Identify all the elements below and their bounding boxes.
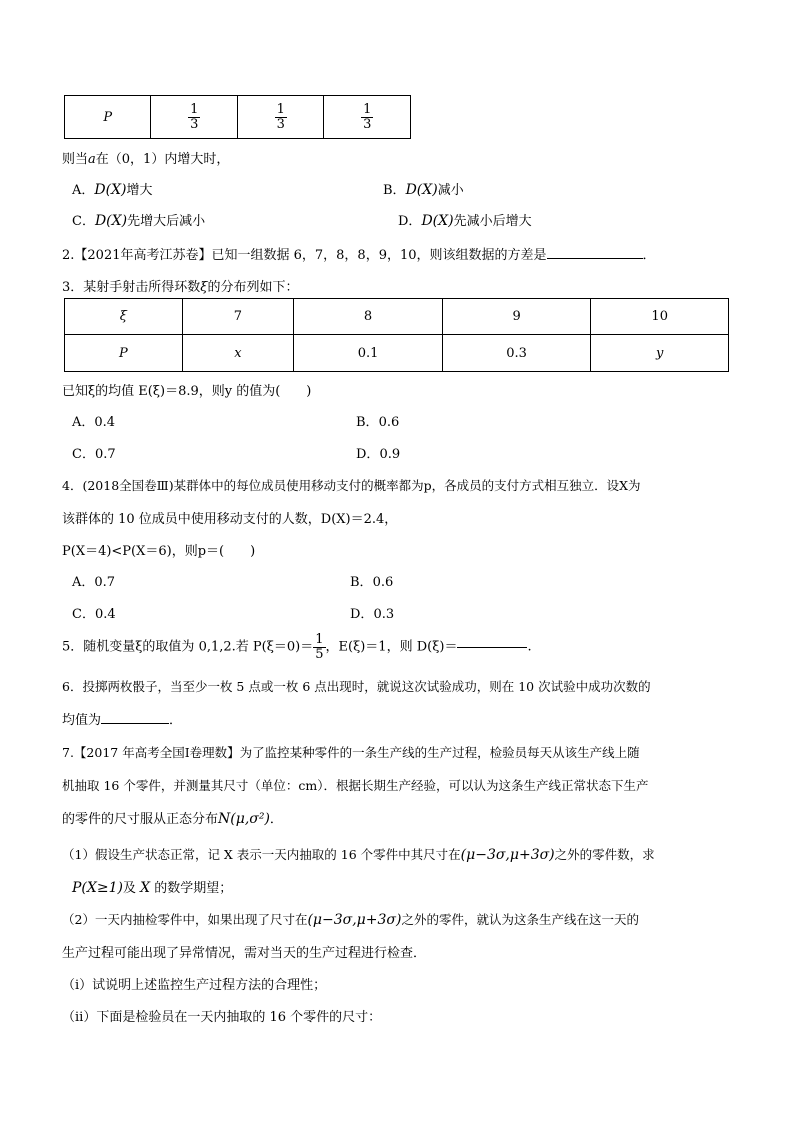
table-cell xyxy=(324,96,411,139)
q7-sub-ii: （ⅱ）下面是检验员在一天内抽取的 16 个零件的尺寸： xyxy=(62,1010,382,1025)
q3-after: 已知ξ的均值 E(ξ)＝8.9，则y 的值为( ) xyxy=(62,384,312,399)
q4-option-c: C．0.4 xyxy=(72,607,116,622)
fraction: $\frac{1}{3}$ xyxy=(363,101,372,132)
q4-option-d: D．0.3 xyxy=(350,607,395,622)
q7-part1: （1）假设生产状态正常，记 X 表示一天内抽取的 16 个零件中其尺寸在(μ−3σ,μ+3σ)之外的零件数，求 xyxy=(62,847,655,863)
answer-blank xyxy=(547,258,643,259)
q4-line1: 4．(2018全国卷Ⅲ)某群体中的每位成员使用移动支付的概率都为p，各成员的支付方式相互独立．设X为 xyxy=(62,478,641,493)
q4-option-a: A．0.7 xyxy=(72,575,116,590)
table-cell: 9 xyxy=(442,299,591,335)
q1-option-a: A．D(X)增大 xyxy=(72,182,153,198)
table-cell: y xyxy=(591,335,729,372)
q1-option-b: B．D(X)减小 xyxy=(383,182,464,198)
fraction: $\frac{1}{3}$ xyxy=(276,101,285,132)
answer-blank xyxy=(101,723,169,724)
q6-line2: 均值为 ． xyxy=(62,713,183,728)
q7-line2: 机抽取 16 个零件，并测量其尺寸（单位：cm）．根据长期生产经验，可以认为这条生产线正常状态下生产 xyxy=(62,778,649,793)
table-cell: 0.1 xyxy=(294,335,443,372)
table-cell: P xyxy=(65,335,183,372)
q5-text: 5．随机变量ξ的取值为 0,1,2.若 P(ξ＝0)＝ $\frac{1}{5}$ ，E(ξ)＝1，则 D(ξ)＝ . xyxy=(62,632,532,662)
distribution-table-q3 xyxy=(64,298,729,372)
q1-option-d: D．D(X)先减小后增大 xyxy=(398,213,532,229)
table-cell: 7 xyxy=(182,299,294,335)
q4-option-b: B．0.6 xyxy=(350,575,394,590)
table-cell: ξ xyxy=(65,299,183,335)
q3-option-b: B．0.6 xyxy=(356,415,400,430)
q3-option-c: C．0.7 xyxy=(72,447,116,462)
answer-blank xyxy=(457,647,527,648)
q6-line1: 6．投掷两枚骰子，当至少一枚 5 点或一枚 6 点出现时，就说这次试验成功，则在 10 次试验中成功次数的 xyxy=(62,679,651,694)
table-cell xyxy=(151,96,238,139)
table-label-p: P xyxy=(65,96,151,139)
table-cell: 10 xyxy=(591,299,729,335)
table-cell: 0.3 xyxy=(442,335,591,372)
q7-part2: （2）一天内抽检零件中，如果出现了尺寸在(μ−3σ,μ+3σ)之外的零件，就认为这条生产线在这一天的 xyxy=(62,912,639,928)
q7-sub-i: （ⅰ）试说明上述监控生产过程方法的合理性； xyxy=(62,978,327,993)
q3-option-a: A．0.4 xyxy=(72,415,116,430)
q4-line2: 该群体的 10 位成员中使用移动支付的人数，D(X)＝2.4， xyxy=(62,512,398,527)
probability-table-top xyxy=(64,95,411,139)
table-cell xyxy=(237,96,324,139)
fraction: $\frac{1}{3}$ xyxy=(190,101,199,132)
table-cell: x xyxy=(182,335,294,372)
fraction: $\frac{1}{5}$ xyxy=(315,632,324,662)
q3-text: 3．某射手射击所得环数ξ的分布列如下： xyxy=(62,280,299,295)
q2-text: 2.【2021年高考江苏卷】已知一组数据 6，7，8，8，9，10，则该组数据的方差是 ． xyxy=(62,248,656,263)
q7-line1: 7.【2017 年高考全国Ⅰ卷理数】为了监控某种零件的一条生产线的生产过程，检验员每天从该生产线上随 xyxy=(62,745,640,760)
q1-stem: 则当a在（0，1）内增大时， xyxy=(62,152,230,167)
q1-option-c: C．D(X)先增大后减小 xyxy=(72,213,206,229)
q7-line3: 的零件的尺寸服从正态分布N(μ,σ²)． xyxy=(62,811,283,827)
q4-line3: P(X＝4)<P(X＝6)，则p＝( ) xyxy=(62,544,256,559)
table-cell: 8 xyxy=(294,299,443,335)
q3-option-d: D．0.9 xyxy=(356,447,401,462)
q7-part2b: 生产过程可能出现了异常情况，需对当天的生产过程进行检查． xyxy=(62,946,427,961)
q7-part1b: P(X≥1)及 X 的数学期望； xyxy=(72,880,233,896)
